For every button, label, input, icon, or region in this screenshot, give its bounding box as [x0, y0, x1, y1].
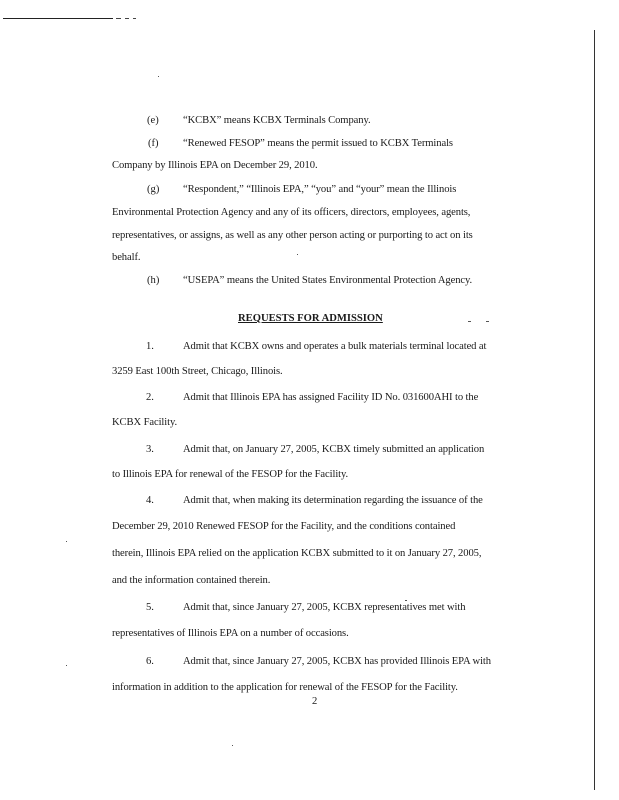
request-number: 1.: [146, 341, 154, 352]
request-number: 2.: [146, 392, 154, 403]
definition-line: behalf.: [112, 252, 141, 263]
request-line: representatives of Illinois EPA on a number of occasions.: [112, 628, 349, 639]
definition-line: Company by Illinois EPA on December 29, 2010.: [112, 160, 318, 171]
top-rule-dash: [125, 18, 129, 19]
request-number: 4.: [146, 495, 154, 506]
request-line: December 29, 2010 Renewed FESOP for the Facility, and the conditions contained: [112, 521, 456, 532]
request-line: to Illinois EPA for renewal of the FESOP for the Facility.: [112, 469, 349, 480]
scan-speck: [232, 745, 233, 746]
definition-marker: (f): [148, 138, 159, 149]
definition-line: representatives, or assigns, as well as any other person acting or purporting to act on its: [112, 230, 473, 241]
request-line: Admit that KCBX owns and operates a bulk materials terminal located at: [183, 341, 487, 352]
scan-speck: [66, 541, 67, 542]
scan-speck: [486, 321, 489, 322]
definition-line: “Renewed FESOP” means the permit issued to KCBX Terminals: [183, 138, 453, 149]
page-number: 2: [312, 696, 318, 707]
request-line: Admit that, on January 27, 2005, KCBX timely submitted an application: [183, 444, 485, 455]
top-rule: [3, 18, 113, 19]
request-line: Admit that, since January 27, 2005, KCBX has provided Illinois EPA with: [183, 656, 491, 667]
request-line: Admit that, since January 27, 2005, KCBX representatives met with: [183, 602, 466, 613]
definition-line: Environmental Protection Agency and any of its officers, directors, employees, agents,: [112, 207, 471, 218]
definition-line: “KCBX” means KCBX Terminals Company.: [183, 115, 371, 126]
request-number: 5.: [146, 602, 154, 613]
scan-speck: [468, 321, 471, 322]
request-line: 3259 East 100th Street, Chicago, Illinois.: [112, 366, 283, 377]
scan-speck: [297, 254, 298, 255]
request-line: Admit that Illinois EPA has assigned Facility ID No. 031600AHI to the: [183, 392, 479, 403]
request-line: therein, Illinois EPA relied on the application KCBX submitted to it on January 27, 2005,: [112, 548, 482, 559]
request-line: Admit that, when making its determination regarding the issuance of the: [183, 495, 483, 506]
definition-line: “Respondent,” “Illinois EPA,” “you” and “your” mean the Illinois: [183, 184, 457, 195]
definition-marker: (h): [147, 275, 160, 286]
section-heading: REQUESTS FOR ADMISSION: [238, 313, 383, 324]
request-line: information in addition to the application for renewal of the FESOP for the Facility.: [112, 682, 458, 693]
top-rule-dash: [116, 18, 121, 19]
scan-speck: [158, 76, 159, 77]
scan-edge: [594, 30, 595, 790]
request-line: KCBX Facility.: [112, 417, 178, 428]
definition-marker: (e): [147, 115, 159, 126]
top-rule-dash: [133, 18, 136, 19]
scan-speck: [66, 665, 67, 666]
request-number: 6.: [146, 656, 154, 667]
request-line: and the information contained therein.: [112, 575, 271, 586]
definition-marker: (g): [147, 184, 160, 195]
request-number: 3.: [146, 444, 154, 455]
definition-line: “USEPA” means the United States Environmental Protection Agency.: [183, 275, 473, 286]
